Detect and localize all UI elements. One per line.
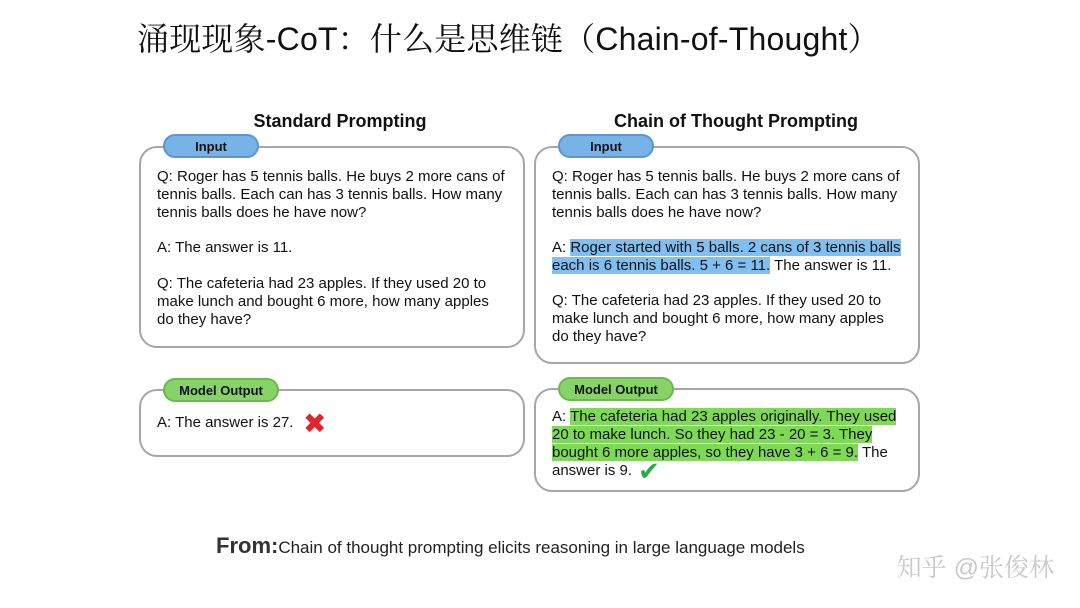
watermark: 知乎 @张俊林 <box>896 554 1054 582</box>
standard-q2-line-1: Q: The cafeteria had 23 apples. If they used 20 to <box>157 275 487 292</box>
standard-heading: Standard Prompting <box>253 111 427 131</box>
standard-input-text <box>157 168 505 329</box>
cot-q1-line-2: tennis balls. Each can has 3 tennis balls. How many <box>552 186 898 203</box>
cot-output-line-4: answer is 9. <box>552 462 633 479</box>
wrong-answer-icon: ✖ <box>303 408 327 439</box>
cot-q2-line-3: do they have? <box>552 328 647 345</box>
standard-a1-line: A: The answer is 11. <box>157 239 293 256</box>
cot-a1-line-1 <box>552 239 901 257</box>
cot-output-highlight-2: 20 to make lunch. So they had 23 - 20 = 3. They <box>552 426 873 443</box>
slide-title: 涌现现象-CoT：什么是思维链（Chain-of-Thought） <box>137 21 880 57</box>
citation <box>216 533 805 559</box>
citation-text: Chain of thought prompting elicits reasoning in large language models <box>278 538 805 557</box>
cot-input-pill: Input <box>558 134 654 158</box>
cot-output-line-1 <box>552 408 896 426</box>
cot-output-line-2 <box>552 426 896 444</box>
cot-q1-line-1: Q: Roger has 5 tennis balls. He buys 2 more cans of <box>552 168 900 185</box>
standard-output-text: A: The answer is 27. <box>157 414 294 431</box>
cot-heading: Chain of Thought Prompting <box>614 111 858 131</box>
cot-a1-prefix: A: <box>552 239 571 256</box>
cot-output-pill: Model Output <box>558 377 674 401</box>
standard-q1-line-1: Q: Roger has 5 tennis balls. He buys 2 more cans of <box>157 168 505 185</box>
citation-label: From: <box>216 533 279 558</box>
cot-output-prefix: A: <box>552 408 571 425</box>
cot-output-text <box>552 408 896 480</box>
standard-output-pill: Model Output <box>163 378 279 402</box>
cot-a1-line-2 <box>552 257 901 275</box>
cot-output-line-3 <box>552 444 896 462</box>
correct-answer-icon: ✔ <box>638 456 660 486</box>
cot-a1-answer: The answer is 11. <box>770 257 892 274</box>
cot-output-highlight-3: bought 6 more apples, so they have 3 + 6 = 9. <box>552 444 859 461</box>
cot-reasoning-highlight-1: Roger started with 5 balls. 2 cans of 3 tennis balls <box>570 239 901 256</box>
standard-q1-line-2: tennis balls. Each can has 3 tennis balls. How many <box>157 186 503 203</box>
cot-q1-line-3: tennis balls does he have now? <box>552 204 762 221</box>
standard-q2-line-2: make lunch and bought 6 more, how many apples <box>157 293 489 310</box>
cot-reasoning-highlight-2: each is 6 tennis balls. 5 + 6 = 11. <box>552 257 771 274</box>
cot-q2-line-1: Q: The cafeteria had 23 apples. If they used 20 to <box>552 292 882 309</box>
standard-q1-line-3: tennis balls does he have now? <box>157 204 367 221</box>
standard-q2-line-3: do they have? <box>157 311 252 328</box>
cot-output-highlight-1: The cafeteria had 23 apples originally. They used <box>570 408 897 425</box>
cot-output-rest: The <box>858 444 888 461</box>
cot-q2-line-2: make lunch and bought 6 more, how many apples <box>552 310 884 327</box>
standard-input-pill: Input <box>163 134 259 158</box>
cot-input-text <box>552 168 901 346</box>
